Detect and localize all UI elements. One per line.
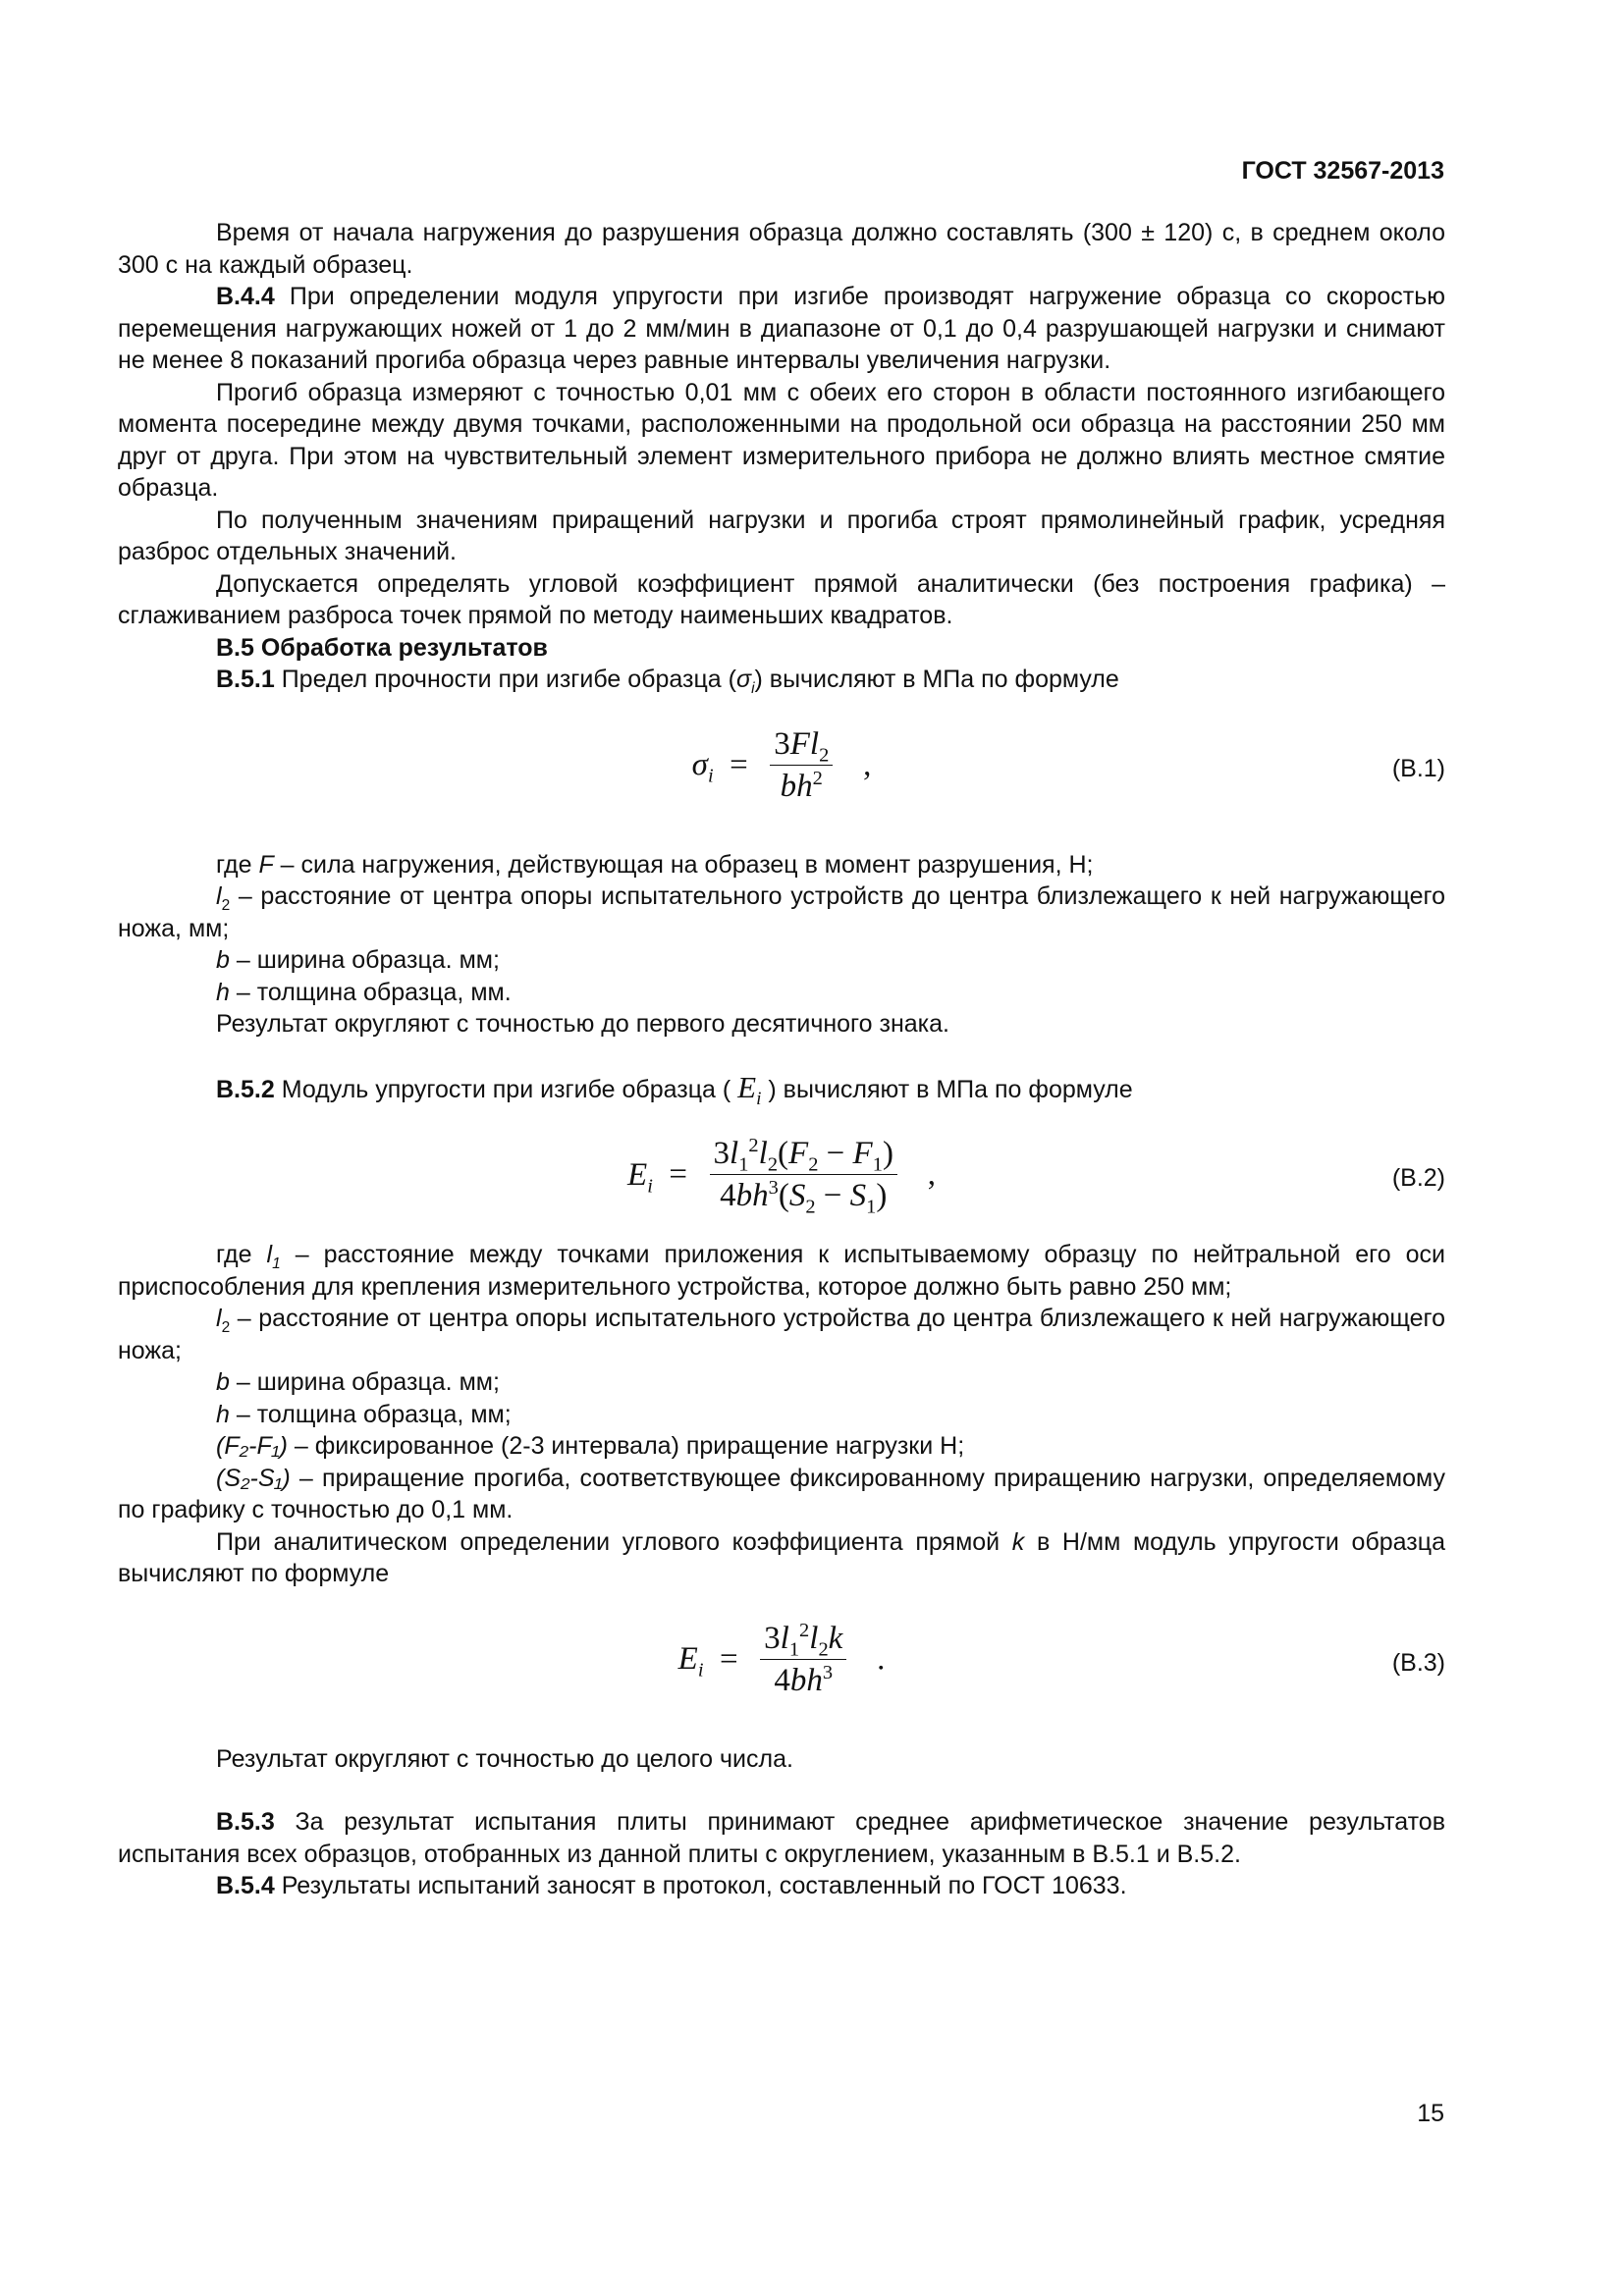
symbol-l: l <box>266 1241 273 1268</box>
e-symbol: E <box>737 1069 757 1104</box>
clause-b-5-1 <box>118 664 1445 696</box>
paragraph-loading-time: Время от начала нагружения до разрушения образца должно составлять (300 ± 120) с, в среднем около 300 с на каждый образец. <box>118 219 1445 279</box>
e-subscript: i <box>756 1088 762 1109</box>
analytic-text-end: в Н/мм модуль упругости образца вычисляют по формуле <box>118 1527 1445 1587</box>
clause-text: Предел прочности при изгибе образца ( <box>274 666 736 693</box>
definition-f <box>118 849 1445 881</box>
symbol-f: F <box>258 850 274 879</box>
clause-number: В.5.1 <box>216 666 275 693</box>
definition-text: – фиксированное (2-3 интервала) приращение нагрузки Н; <box>287 1432 965 1460</box>
symbol-l: l <box>216 1305 222 1332</box>
formula-b2-label: (В.2) <box>1391 1164 1445 1192</box>
page-number: 15 <box>1417 2100 1444 2127</box>
paragraph-analytic <box>118 1526 1445 1590</box>
definition-text: – приращение прогиба, соответствующее фиксированному приращению нагрузки, определяемому по графику с точностью до 0,1 мм. <box>118 1464 1445 1523</box>
definition-l1 <box>118 1239 1445 1303</box>
definition-load-increment <box>118 1430 1445 1463</box>
paragraph-rounding: Результат округляют с точностью до первого десятичного знака. <box>216 1010 949 1038</box>
section-heading-text: В.5 Обработка результатов <box>216 633 548 662</box>
clause-number: В.5.3 <box>216 1808 275 1836</box>
definition-text: – расстояние от центра опоры испытательного устройств до центра близлежащего к ней нагружающего ножа, мм; <box>118 882 1445 942</box>
clause-number: В.5.4 <box>216 1872 275 1899</box>
symbol-l: l <box>216 882 222 910</box>
clause-text: Результаты испытаний заносят в протокол, составленный по ГОСТ 10633. <box>274 1872 1127 1899</box>
section-heading-b5 <box>118 632 1445 665</box>
definition-text: – сила нагружения, действующая на образец в момент разрушения, Н; <box>273 850 1094 879</box>
document-code-header: ГОСТ 32567-2013 <box>1241 157 1444 185</box>
paragraph-round-integer: Результат округляют с точностью до целого числа. <box>216 1744 793 1773</box>
definition-b <box>118 944 1445 977</box>
paragraph-allowed: Допускается определять угловой коэффициент прямой аналитически (без построения графика) – сглаживанием разброса точек прямой по методу наименьших квадратов. <box>118 569 1445 629</box>
clause-number: В.4.4 <box>216 283 275 310</box>
formula-b1-label: (В.1) <box>1391 754 1445 782</box>
symbol-sub: 2 <box>221 897 231 914</box>
formula-b3-expression: $E_i$ = $\frac{3l_1^2l_2k}{4bh^3}$ . <box>677 1619 886 1698</box>
definition-text: – толщина образца, мм; <box>229 1400 512 1428</box>
paragraph-graph: По полученным значениям приращений нагрузки и прогиба строят прямолинейный график, усредняя разброс отдельных значений. <box>118 506 1445 565</box>
definition-b-second <box>118 1366 1445 1399</box>
definition-text: – расстояние от центра опоры испытательного устройства до центра близлежащего к ней нагружающего ножа; <box>118 1305 1445 1364</box>
symbol-deflection-increment: (S₂-S₁) <box>216 1464 291 1492</box>
paragraph-deflection: Прогиб образца измеряют с точностью 0,01 мм с обеих его сторон в области постоянного изгибающего момента посередине между двумя точками, расположенными на продольной оси образца на расстоянии 250 мм друг от друга. При этом на чувствительный элемент измерительного прибора не должно влиять местное смятие образца. <box>118 378 1445 502</box>
symbol-h: h <box>216 1400 230 1428</box>
lead-text: где <box>216 850 259 879</box>
clause-b-4-4 <box>118 281 1445 377</box>
clause-b-5-2 <box>118 1069 1445 1109</box>
definition-h-second <box>118 1399 1445 1431</box>
formula-b1-expression: $\sigma_i$ = $\frac{3Fl_2}{bh^2}$ , <box>118 723 1445 807</box>
symbol-load-increment: (F₂-F₁) <box>216 1432 288 1460</box>
clause-text-end: ) вычисляют в МПа по формуле <box>754 666 1119 693</box>
clause-text: При определении модуля упругости при изгибе производят нагружение образца со скоростью перемещения нагружающих ножей от 1 до 2 мм/мин в диапазоне от 0,1 до 0,4 разрушающей нагрузки и снимают не менее 8 показаний прогиба образца через равные интервалы увеличения нагрузки. <box>118 283 1445 374</box>
symbol-k: k <box>1011 1527 1025 1556</box>
clause-b-5-4 <box>118 1870 1445 1902</box>
definition-text: – ширина образца. мм; <box>229 946 500 974</box>
formula-b2 <box>118 1133 1445 1231</box>
sigma-subscript: i <box>751 680 755 697</box>
analytic-text: При аналитическом определении углового коэффициента прямой <box>216 1527 1012 1556</box>
symbol-sub: 2 <box>221 1319 231 1336</box>
formula-b3-label: (В.3) <box>1391 1648 1445 1677</box>
definition-text: – расстояние между точками приложения к испытываемому образцу по нейтральной его оси приспособления для крепления измерительного устройства, которое должно быть равно 250 мм; <box>118 1241 1445 1301</box>
definition-text: – толщина образца, мм. <box>229 978 512 1006</box>
clause-number: В.5.2 <box>216 1075 275 1103</box>
symbol-b: b <box>216 946 230 974</box>
formula-b1 <box>118 723 1445 822</box>
definition-l2 <box>118 881 1445 944</box>
sigma-symbol: σ <box>735 666 752 693</box>
symbol-sub: 1 <box>272 1255 281 1272</box>
definition-h <box>118 977 1445 1009</box>
clause-text-end: ) вычисляют в МПа по формуле <box>761 1075 1133 1103</box>
clause-b-5-3 <box>118 1806 1445 1870</box>
formula-b3 <box>118 1618 1445 1716</box>
clause-text: За результат испытания плиты принимают среднее арифметическое значение результатов испытания всех образцов, отобранных из данной плиты с округлением, указанным в В.5.1 и В.5.2. <box>118 1808 1445 1868</box>
document-body <box>118 217 1445 1902</box>
symbol-b: b <box>216 1368 230 1396</box>
clause-text: Модуль упругости при изгибе образца ( <box>274 1075 738 1103</box>
symbol-h: h <box>216 978 230 1006</box>
lead-text: где <box>216 1241 267 1268</box>
definition-text: – ширина образца. мм; <box>229 1368 500 1396</box>
definition-deflection-increment <box>118 1463 1445 1526</box>
definition-l2-second <box>118 1303 1445 1366</box>
formula-b2-expression: $E_i$ = $\frac{3l_1^2l_2(F_2 - F_1)}{4bh^3(S_2 - S_1)}$ , <box>627 1135 936 1218</box>
